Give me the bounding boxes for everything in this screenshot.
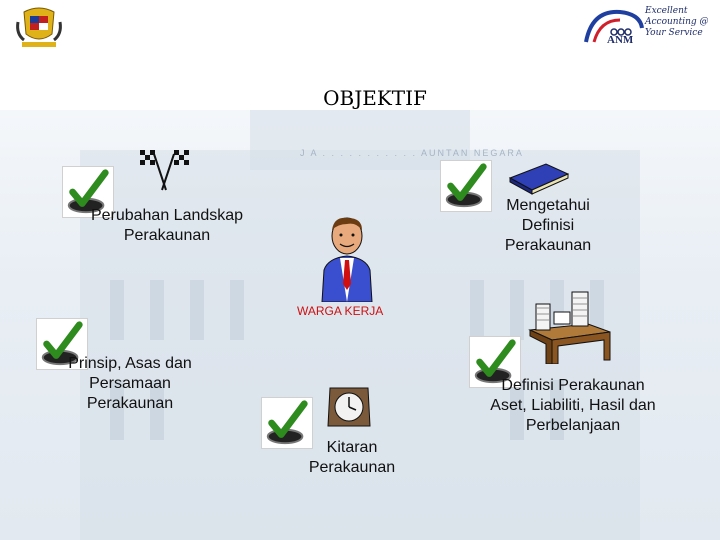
- clock-icon: [326, 386, 372, 428]
- logo-brand: ANM: [607, 34, 634, 46]
- slide-title: OBJEKTIF: [323, 86, 427, 110]
- item-label-definisi-aset: Definisi Perakaunan Aset, Liabiliti, Hasil dan Perbelanjaan: [490, 377, 656, 434]
- blue-book-icon: [506, 158, 572, 196]
- background-sign: J A . . . . . . . . . . . AUNTAN NEGARA: [300, 148, 524, 158]
- desk-papers-icon: [528, 290, 612, 364]
- checkered-flags-icon: [138, 144, 190, 192]
- item-label-prinsip: Prinsip, Asas dan Persamaan Perakaunan: [68, 355, 192, 412]
- logo-tagline: Excellent Accounting @ Your Service: [645, 6, 709, 38]
- item-label-definisi-perakaunan: Mengetahui Definisi Perakaunan: [504, 197, 592, 254]
- item-label-landskap: Perubahan Landskap Perakaunan: [90, 207, 244, 244]
- center-caption: WARGA KERJA: [297, 304, 384, 318]
- item-label-kitaran: Kitaran Perakaunan: [308, 439, 396, 476]
- check-icon: [440, 160, 492, 212]
- worker-figure-icon: [318, 214, 376, 302]
- coat-of-arms-icon: [14, 4, 64, 50]
